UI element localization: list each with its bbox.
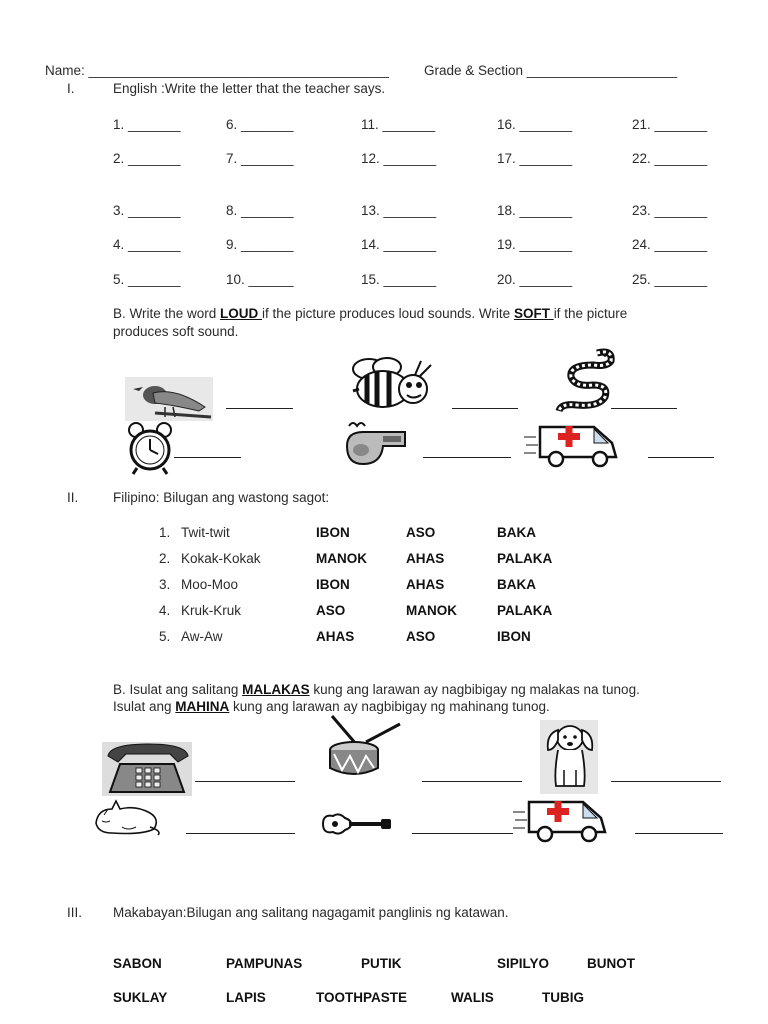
letter-blank-21[interactable]: 21. _______ bbox=[632, 117, 708, 132]
letter-blank-6[interactable]: 6. _______ bbox=[226, 117, 294, 132]
instruction-text: B. Write the word bbox=[113, 306, 221, 321]
instruction-text: kung ang larawan ay nagbibigay ng malakas na tunog. bbox=[309, 682, 640, 697]
choice-a[interactable]: MANOK bbox=[316, 551, 367, 566]
word-choice[interactable]: PAMPUNAS bbox=[226, 956, 303, 971]
instruction-text: if the picture bbox=[553, 306, 628, 321]
section-2-partb-instruction bbox=[113, 682, 640, 697]
choice-b[interactable]: AHAS bbox=[406, 577, 445, 592]
answer-line-dog[interactable] bbox=[611, 781, 721, 782]
alarm-clock-icon bbox=[127, 420, 173, 476]
sound-text: Kokak-Kokak bbox=[181, 551, 261, 566]
choice-c[interactable]: PALAKA bbox=[497, 603, 553, 618]
choice-a[interactable]: IBON bbox=[316, 525, 350, 540]
word-choice[interactable]: TUBIG bbox=[542, 990, 584, 1005]
answer-line-bird[interactable] bbox=[226, 408, 293, 409]
letter-blank-2[interactable]: 2. _______ bbox=[113, 151, 181, 166]
cat-icon bbox=[92, 797, 164, 837]
answer-line-bee[interactable] bbox=[452, 408, 518, 409]
letter-blank-10[interactable]: 10. ______ bbox=[226, 272, 294, 287]
section-1-numeral: I. bbox=[67, 81, 75, 96]
question-number: 5. bbox=[159, 629, 171, 644]
letter-blank-25[interactable]: 25. _______ bbox=[632, 272, 708, 287]
instruction-text: B. Isulat ang salitang bbox=[113, 682, 243, 697]
answer-line-cat[interactable] bbox=[186, 833, 295, 834]
choice-c[interactable]: PALAKA bbox=[497, 551, 553, 566]
letter-blank-24[interactable]: 24. _______ bbox=[632, 237, 708, 252]
letter-blank-8[interactable]: 8. _______ bbox=[226, 203, 294, 218]
choice-c[interactable]: IBON bbox=[497, 629, 531, 644]
whistle-icon bbox=[343, 418, 411, 468]
choice-a[interactable]: ASO bbox=[316, 603, 346, 618]
word-choice[interactable]: PUTIK bbox=[361, 956, 402, 971]
bee-icon bbox=[349, 355, 437, 413]
question-number: 1. bbox=[159, 525, 171, 540]
letter-blank-19[interactable]: 19. _______ bbox=[497, 237, 573, 252]
answer-line-snake[interactable] bbox=[611, 408, 677, 409]
instruction-text: if the picture produces loud sounds. Write bbox=[262, 306, 514, 321]
sound-text: Aw-Aw bbox=[181, 629, 223, 644]
choice-a[interactable]: AHAS bbox=[316, 629, 355, 644]
section-3-title: Makabayan:Bilugan ang salitang nagagamit panglinis ng katawan. bbox=[113, 905, 509, 920]
letter-blank-18[interactable]: 18. _______ bbox=[497, 203, 573, 218]
bird-icon bbox=[125, 377, 213, 421]
letter-blank-17[interactable]: 17. _______ bbox=[497, 151, 573, 166]
telephone-icon bbox=[102, 742, 192, 796]
choice-b[interactable]: AHAS bbox=[406, 551, 445, 566]
section-1-partb-instruction bbox=[113, 306, 627, 321]
word-choice[interactable]: WALIS bbox=[451, 990, 494, 1005]
word-choice[interactable]: TOOTHPASTE bbox=[316, 990, 408, 1005]
name-field[interactable]: Name: ________________________________________ bbox=[45, 63, 389, 78]
letter-blank-13[interactable]: 13. _______ bbox=[361, 203, 437, 218]
letter-blank-14[interactable]: 14. _______ bbox=[361, 237, 437, 252]
letter-blank-23[interactable]: 23. _______ bbox=[632, 203, 708, 218]
answer-line-whistle[interactable] bbox=[423, 457, 511, 458]
choice-c[interactable]: BAKA bbox=[497, 577, 536, 592]
choice-a[interactable]: IBON bbox=[316, 577, 350, 592]
section-2-title: Filipino: Bilugan ang wastong sagot: bbox=[113, 490, 330, 505]
answer-line-ambulance[interactable] bbox=[648, 457, 714, 458]
grade-section-field[interactable]: Grade & Section ____________________ bbox=[424, 63, 677, 78]
letter-blank-4[interactable]: 4. _______ bbox=[113, 237, 181, 252]
choice-b[interactable]: ASO bbox=[406, 525, 436, 540]
sound-text: Kruk-Kruk bbox=[181, 603, 242, 618]
word-choice[interactable]: SABON bbox=[113, 956, 162, 971]
section-1-partb-instruction-line2: produces soft sound. bbox=[113, 324, 239, 339]
section-3-numeral: III. bbox=[67, 905, 83, 920]
question-number: 4. bbox=[159, 603, 171, 618]
ambulance-icon bbox=[513, 796, 615, 844]
word-choice[interactable]: SUKLAY bbox=[113, 990, 168, 1005]
dog-icon bbox=[540, 720, 598, 794]
keyword-mahina: MAHINA bbox=[175, 699, 230, 714]
keyword-loud: LOUD bbox=[220, 306, 263, 321]
drum-icon bbox=[326, 714, 406, 780]
question-number: 3. bbox=[159, 577, 171, 592]
letter-blank-3[interactable]: 3. _______ bbox=[113, 203, 181, 218]
answer-line-drum[interactable] bbox=[422, 781, 522, 782]
choice-c[interactable]: BAKA bbox=[497, 525, 536, 540]
word-choice[interactable]: LAPIS bbox=[226, 990, 266, 1005]
word-choice[interactable]: SIPILYO bbox=[497, 956, 550, 971]
guitar-icon bbox=[319, 808, 393, 840]
letter-blank-1[interactable]: 1. _______ bbox=[113, 117, 181, 132]
snake-icon bbox=[553, 345, 617, 417]
letter-blank-12[interactable]: 12. _______ bbox=[361, 151, 437, 166]
letter-blank-22[interactable]: 22. _______ bbox=[632, 151, 708, 166]
ambulance-icon bbox=[524, 421, 626, 469]
keyword-malakas: MALAKAS bbox=[242, 682, 310, 697]
letter-blank-7[interactable]: 7. _______ bbox=[226, 151, 294, 166]
letter-blank-16[interactable]: 16. _______ bbox=[497, 117, 573, 132]
choice-b[interactable]: ASO bbox=[406, 629, 436, 644]
answer-line-ambulance-2[interactable] bbox=[635, 833, 723, 834]
section-1-title: English :Write the letter that the teacher says. bbox=[113, 81, 386, 96]
answer-line-telephone[interactable] bbox=[195, 781, 295, 782]
instruction-text: Isulat ang bbox=[113, 699, 176, 714]
letter-blank-20[interactable]: 20. _______ bbox=[497, 272, 573, 287]
letter-blank-15[interactable]: 15. _______ bbox=[361, 272, 437, 287]
answer-line-guitar[interactable] bbox=[412, 833, 513, 834]
letter-blank-11[interactable]: 11. _______ bbox=[361, 117, 436, 132]
question-number: 2. bbox=[159, 551, 171, 566]
letter-blank-5[interactable]: 5. _______ bbox=[113, 272, 181, 287]
sound-text: Twit-twit bbox=[181, 525, 230, 540]
answer-line-clock[interactable] bbox=[174, 457, 241, 458]
instruction-text: kung ang larawan ay nagbibigay ng mahinang tunog. bbox=[229, 699, 550, 714]
letter-blank-9[interactable]: 9. _______ bbox=[226, 237, 294, 252]
word-choice[interactable]: BUNOT bbox=[587, 956, 635, 971]
sound-text: Moo-Moo bbox=[181, 577, 239, 592]
keyword-soft: SOFT bbox=[513, 306, 554, 321]
section-2-numeral: II. bbox=[67, 490, 79, 505]
choice-b[interactable]: MANOK bbox=[406, 603, 457, 618]
section-2-partb-instruction-line2 bbox=[113, 699, 550, 714]
